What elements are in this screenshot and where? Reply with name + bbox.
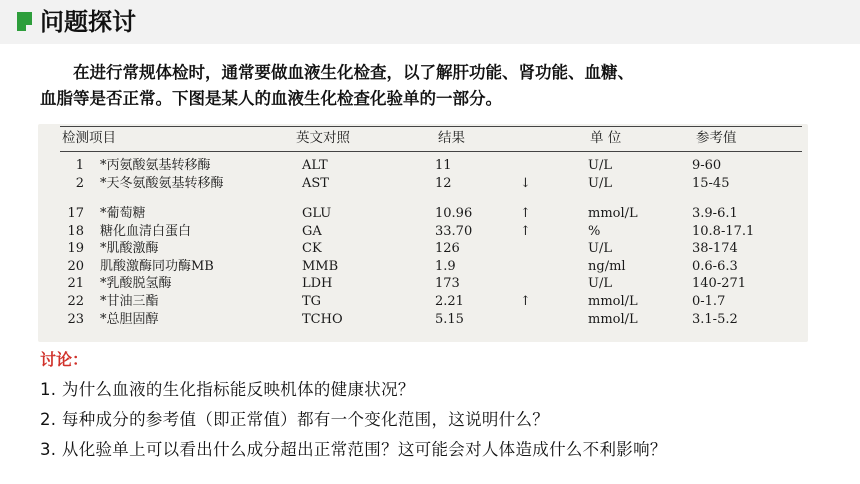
report-cell-no: 18 xyxy=(67,224,84,239)
report-cell-flag: ↑ xyxy=(520,224,531,239)
report-cell-abbr: ALT xyxy=(302,158,328,173)
report-cell-name: 糖化血清白蛋白 xyxy=(100,224,192,239)
report-cell-ref: 10.8-17.1 xyxy=(692,224,755,239)
intro-line-1: 在进行常规体检时，通常要做血液生化检查，以了解肝功能、肾功能、血糖、 xyxy=(73,63,634,82)
report-cell-flag: ↑ xyxy=(520,294,531,309)
report-header-rule xyxy=(60,151,802,152)
report-cell-no: 2 xyxy=(75,176,84,191)
report-cell-abbr: AST xyxy=(302,176,329,191)
report-cell-result: 33.70 xyxy=(435,224,473,239)
report-cell-ref: 15-45 xyxy=(692,176,730,191)
report-cell-name: *乳酸脱氢酶 xyxy=(100,276,172,291)
report-header-item: 检测项目 xyxy=(62,130,116,146)
report-cell-ref: 38-174 xyxy=(692,241,738,256)
report-cell-ref: 3.1-5.2 xyxy=(692,312,738,327)
report-cell-flag: ↓ xyxy=(520,176,531,191)
report-cell-unit: U/L xyxy=(588,158,612,173)
discussion-question-2: 2. 每种成分的参考值（即正常值）都有一个变化范围，这说明什么？ xyxy=(40,410,550,429)
report-cell-result: 10.96 xyxy=(435,206,473,221)
report-cell-no: 21 xyxy=(67,276,84,291)
report-cell-result: 12 xyxy=(435,176,452,191)
report-header-result: 结果 xyxy=(438,130,465,146)
report-cell-ref: 0.6-6.3 xyxy=(692,259,738,274)
report-cell-name: *肌酸激酶 xyxy=(100,241,159,256)
report-top-rule xyxy=(60,126,802,127)
report-cell-ref: 9-60 xyxy=(692,158,722,173)
intro-paragraph xyxy=(40,60,830,112)
report-cell-result: 126 xyxy=(435,241,460,256)
report-cell-unit: mmol/L xyxy=(588,312,638,327)
report-cell-abbr: MMB xyxy=(302,259,339,274)
report-cell-name: *总胆固醇 xyxy=(100,312,159,327)
report-cell-name: *甘油三酯 xyxy=(100,294,159,309)
report-cell-result: 2.21 xyxy=(435,294,464,309)
report-cell-abbr: TG xyxy=(302,294,322,309)
report-cell-name: *天冬氨酸氨基转移酶 xyxy=(100,176,224,191)
report-cell-name: 肌酸激酶同功酶MB xyxy=(100,259,214,274)
report-cell-no: 20 xyxy=(67,259,84,274)
report-cell-no: 1 xyxy=(75,158,84,173)
report-header-unit: 单 位 xyxy=(590,130,622,146)
report-cell-abbr: LDH xyxy=(302,276,333,291)
report-cell-unit: U/L xyxy=(588,176,612,191)
report-cell-ref: 3.9-6.1 xyxy=(692,206,738,221)
report-header-abbr: 英文对照 xyxy=(296,130,350,146)
report-cell-unit: ng/ml xyxy=(588,259,626,274)
intro-line-2: 血脂等是否正常。下图是某人的血液生化检查化验单的一部分。 xyxy=(40,89,502,108)
report-cell-result: 173 xyxy=(435,276,460,291)
report-cell-no: 23 xyxy=(67,312,84,327)
report-cell-ref: 0-1.7 xyxy=(692,294,726,309)
discussion-question-3: 3. 从化验单上可以看出什么成分超出正常范围？这可能会对人体造成什么不利影响？ xyxy=(40,440,667,459)
report-cell-unit: U/L xyxy=(588,276,612,291)
report-cell-ref: 140-271 xyxy=(692,276,747,291)
report-cell-no: 17 xyxy=(67,206,84,221)
report-cell-name: *丙氨酸氨基转移酶 xyxy=(100,158,211,173)
header-bar xyxy=(0,0,860,44)
section-marker-icon xyxy=(17,12,32,31)
report-cell-unit: mmol/L xyxy=(588,294,638,309)
discussion-label: 讨论： xyxy=(40,350,89,369)
discussion-question-1: 1. 为什么血液的生化指标能反映机体的健康状况？ xyxy=(40,380,415,399)
report-header-ref: 参考值 xyxy=(696,130,737,146)
report-cell-abbr: GLU xyxy=(302,206,332,221)
report-cell-name: *葡萄糖 xyxy=(100,206,146,221)
lab-report-image xyxy=(38,124,808,342)
report-cell-abbr: CK xyxy=(302,241,322,256)
report-cell-unit: U/L xyxy=(588,241,612,256)
section-title: 问题探讨 xyxy=(40,8,136,36)
report-cell-no: 22 xyxy=(67,294,84,309)
report-cell-abbr: TCHO xyxy=(302,312,343,327)
report-cell-result: 11 xyxy=(435,158,452,173)
report-cell-unit: mmol/L xyxy=(588,206,638,221)
report-cell-result: 1.9 xyxy=(435,259,456,274)
report-cell-no: 19 xyxy=(67,241,84,256)
report-cell-result: 5.15 xyxy=(435,312,464,327)
report-cell-abbr: GA xyxy=(302,224,322,239)
report-cell-unit: % xyxy=(588,224,601,239)
report-cell-flag: ↑ xyxy=(520,206,531,221)
